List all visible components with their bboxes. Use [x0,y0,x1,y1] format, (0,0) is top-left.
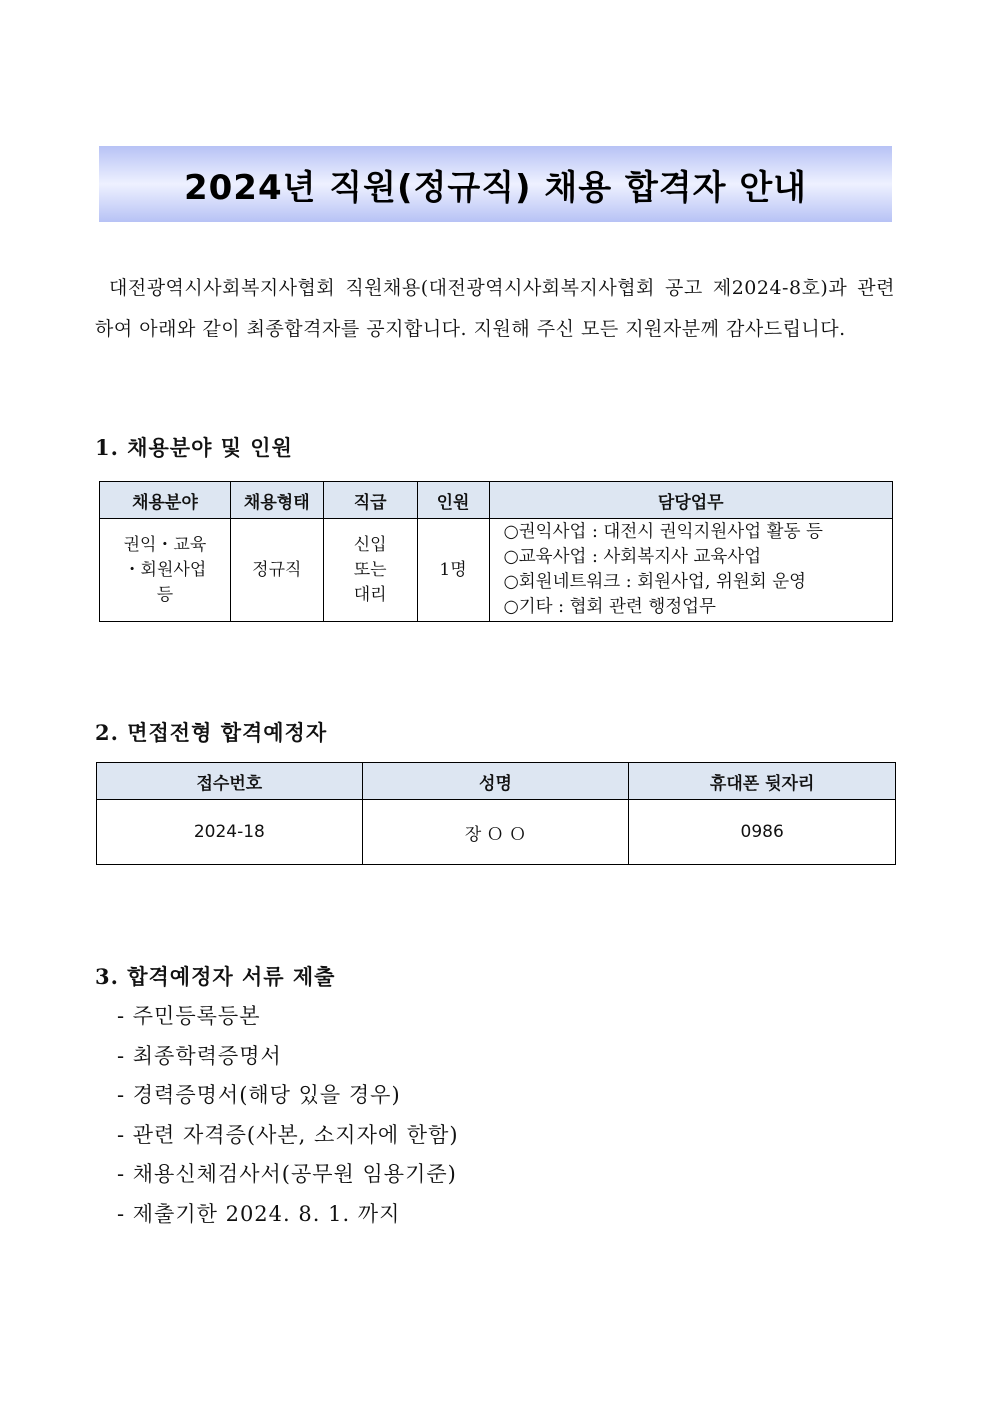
candidate-table [96,762,896,865]
recruitment-table [99,481,893,622]
page-title: 2024년 직원(정규직) 채용 합격자 안내 [183,167,808,208]
header-phone: 휴대폰 뒷자리 [629,763,896,800]
duty-item: ○기타 : 협회 관련 행정업무 [503,597,716,617]
table-row [97,800,896,865]
intro-paragraph: 대전광역시사회복지사협회 직원채용(대전광역시사회복지사협회 공고 제2024-8호)과 관련하여 아래와 같이 최종합격자를 공지합니다. 지원해 주신 모든 지원자분께 감사드립니다. [95,277,895,340]
header-type: 채용형태 [230,482,323,519]
list-item: - 제출기한 2024. 8. 1. 까지 [117,1201,401,1226]
header-duties: 담당업무 [489,482,893,519]
list-item: - 경력증명서(해당 있을 경우) [117,1083,401,1107]
table-header-row [97,763,896,800]
cell-number: 2024-18 [97,800,363,865]
duty-item: ○회원네트워크 : 회원사업, 위원회 운영 [503,572,807,592]
cell-rank: 신입 또는 대리 [323,519,417,622]
table-header-row [100,482,893,519]
cell-duties [489,519,893,622]
header-name: 성명 [362,763,629,800]
cell-name: 장 Ｏ Ｏ [362,800,629,865]
document-list [117,997,459,1234]
list-item: - 채용신체검사서(공무원 임용기준) [117,1162,457,1186]
cell-field: 권익・교육 ・회원사업 등 [100,519,231,622]
section-3-heading: 3. 합격예정자 서류 제출 [95,964,336,989]
header-field: 채용분야 [100,482,231,519]
cell-count: 1명 [417,519,489,622]
list-item: - 주민등록등본 [117,1004,261,1028]
list-item: - 관련 자격증(사본, 소지자에 한함) [117,1122,459,1147]
title-banner [99,146,892,222]
header-number: 접수번호 [97,763,363,800]
table-row [100,519,893,622]
section-2-heading: 2. 면접전형 합격예정자 [95,720,328,745]
duty-item: ○교육사업 : 사회복지사 교육사업 [503,547,762,567]
cell-phone: 0986 [629,800,896,865]
list-item: - 최종학력증명서 [117,1043,282,1068]
duty-item: ○권익사업 : 대전시 권익지원사업 활동 등 [503,522,823,542]
header-rank: 직급 [323,482,417,519]
section-1-heading: 1. 채용분야 및 인원 [95,435,293,460]
header-count: 인원 [417,482,489,519]
cell-type: 정규직 [230,519,323,622]
